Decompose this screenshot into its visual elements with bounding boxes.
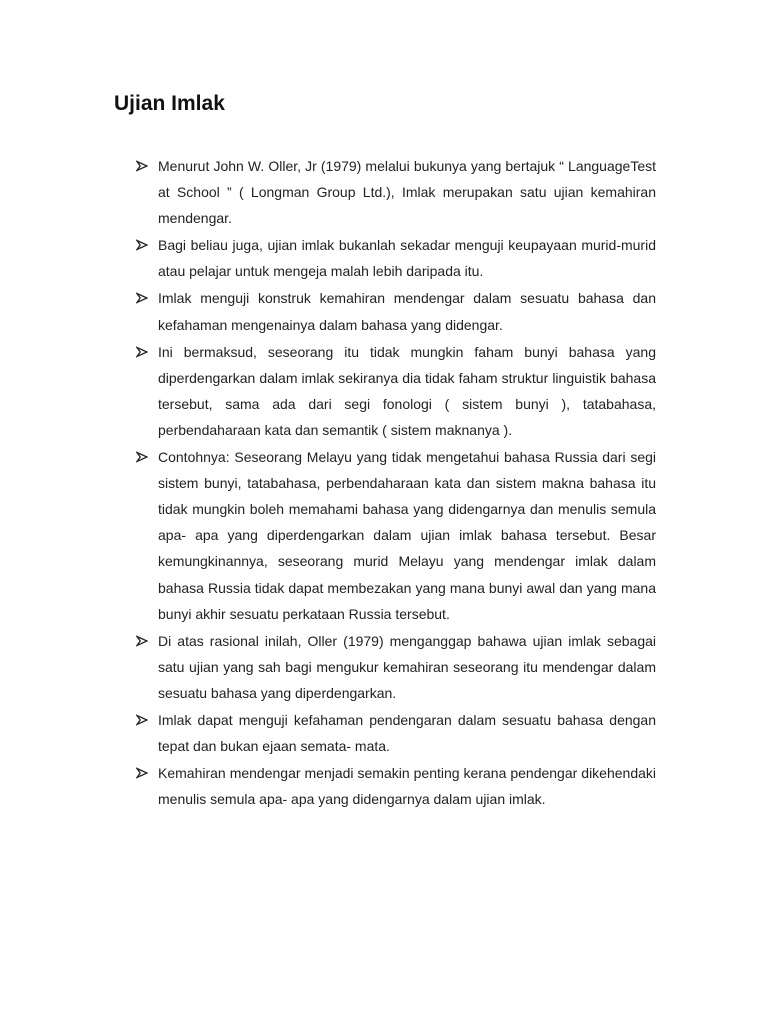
bullet-text: Imlak menguji konstruk kemahiran mendengar dalam sesuatu bahasa dan kefahaman mengenainya dalam bahasa yang didengar. (158, 290, 656, 333)
list-item (134, 339, 656, 443)
bullet-text: Contohnya: Seseorang Melayu yang tidak mengetahui bahasa Russia dari segi sistem bunyi, tatabahasa, perbendaharaan kata dan sistem makna bahasa itu tidak mungkin boleh memahami bahasa yang didengarnya dan menulis semula apa- apa yang diperdengarkan dalam ujian imlak bahasa tersebut. Besar kemungkinannya, seseorang murid Melayu yang mendengar imlak dalam bahasa Russia tidak dapat membezakan yang mana bunyi awal dan yang mana bunyi akhir sesuatu perkataan Russia tersebut. (158, 449, 656, 622)
bullet-text: Ini bermaksud, seseorang itu tidak mungkin faham bunyi bahasa yang diperdengarkan dalam imlak sekiranya dia tidak faham struktur linguistik bahasa tersebut, sama ada dari segi fonologi ( sistem bunyi ), tatabahasa, perbendaharaan kata dan semantik ( sistem maknanya ). (158, 343, 656, 438)
list-item (134, 232, 656, 284)
list-item (134, 628, 656, 706)
list-item (134, 707, 656, 759)
bullet-text: Bagi beliau juga, ujian imlak bukanlah sekadar menguji keupayaan murid-murid atau pelajar untuk mengeja malah lebih daripada itu. (158, 237, 656, 280)
bullet-text: Di atas rasional inilah, Oller (1979) menganggap bahawa ujian imlak sebagai satu ujian yang sah bagi mengukur kemahiran seseorang itu mendengar dalam sesuatu bahasa yang diperdengarkan. (158, 632, 656, 701)
bullet-text: Kemahiran mendengar menjadi semakin penting kerana pendengar dikehendaki menulis semula apa- apa yang didengarnya dalam ujian imlak. (158, 765, 656, 808)
arrow-bullet-icon (136, 714, 148, 726)
arrow-bullet-icon (136, 292, 148, 304)
arrow-bullet-icon (136, 451, 148, 463)
arrow-bullet-icon (136, 239, 148, 251)
arrow-bullet-icon (136, 635, 148, 647)
list-item (134, 285, 656, 337)
arrow-bullet-icon (136, 767, 148, 779)
arrow-bullet-icon (136, 346, 148, 358)
bullet-text: Menurut John W. Oller, Jr (1979) melalui bukunya yang bertajuk “ LanguageTest at School ” ( Longman Group Ltd.), Imlak merupakan satu ujian kemahiran mendengar. (158, 158, 656, 227)
list-item (134, 444, 656, 627)
bullet-text: Imlak dapat menguji kefahaman pendengaran dalam sesuatu bahasa dengan tepat dan bukan ejaan semata- mata. (158, 711, 656, 755)
list-item (134, 153, 656, 231)
page-title: Ujian Imlak (114, 92, 225, 115)
bullet-list (134, 153, 656, 813)
list-item (134, 760, 656, 812)
arrow-bullet-icon (136, 160, 148, 172)
